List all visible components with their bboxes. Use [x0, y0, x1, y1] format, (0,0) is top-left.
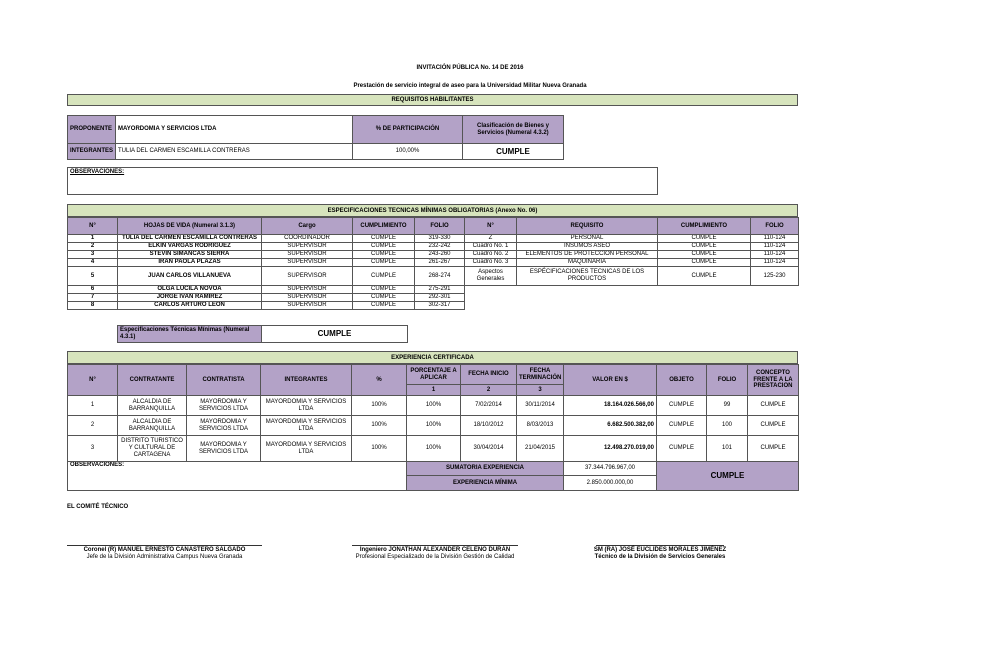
- valor: 18.164.026.566,00: [564, 396, 657, 416]
- firma-2: [330, 547, 540, 561]
- valor: 6.682.500.382,00: [564, 416, 657, 436]
- integrantes: MAYORDOMIA Y SERVICIOS LTDA: [261, 396, 352, 416]
- folio: 99: [707, 396, 748, 416]
- hoja-de-vida-row: [68, 235, 465, 243]
- porcentaje-aplicar: 100%: [407, 436, 461, 462]
- participacion-value: 100,00%: [353, 144, 463, 160]
- nombre: ELKIN VARGAS RODRIGUEZ: [118, 243, 262, 251]
- valor: 12.498.270.019,00: [564, 436, 657, 462]
- cargo: SUPERVISOR: [262, 302, 353, 310]
- firma-1: [57, 547, 272, 561]
- nombre: IRAN PAOLA PLAZAS: [118, 259, 262, 267]
- col-n: N°: [68, 218, 118, 235]
- folio: 268-274: [415, 267, 465, 286]
- row-number: 1: [68, 396, 118, 416]
- experiencia-row: [68, 416, 799, 436]
- row-number: Cuadro No. 1: [465, 243, 517, 251]
- porcentaje-participacion: 100%: [352, 396, 407, 416]
- col-pct: %: [352, 365, 407, 396]
- col-cumplimiento: CUMPLIMIENTO: [353, 218, 415, 235]
- folio: 110-124: [751, 243, 799, 251]
- experiencia-row: [68, 436, 799, 462]
- contratante: ALCALDIA DE BARRANQUILLA: [118, 416, 187, 436]
- row-number: 4: [68, 259, 118, 267]
- fecha-terminacion: 30/11/2014: [517, 396, 564, 416]
- row-number: 5: [68, 267, 118, 286]
- firma-2-cargo: Profesional Especializado de la División Gestión de Calidad: [355, 553, 515, 560]
- concepto: CUMPLE: [748, 396, 799, 416]
- requisito-row: [465, 243, 799, 251]
- cargo: SUPERVISOR: [262, 243, 353, 251]
- integrantes: MAYORDOMIA Y SERVICIOS LTDA: [261, 416, 352, 436]
- row-number: 6: [68, 286, 118, 294]
- col-cumplimiento: CUMPLIMIENTO: [658, 218, 751, 235]
- requisito: ELEMENTOS DE PROTECCION PERSONAL: [517, 251, 658, 259]
- proponente-value: MAYORDOMIA Y SERVICIOS LTDA: [116, 116, 353, 144]
- cumplimiento: CUMPLE: [658, 267, 751, 286]
- cargo: SUPERVISOR: [262, 267, 353, 286]
- row-number: 2: [68, 416, 118, 436]
- fecha-inicio: 7/02/2014: [461, 396, 517, 416]
- firma-3-cargo: Técnico de la División de Servicios Generales: [594, 553, 726, 560]
- row-number: Z: [465, 235, 517, 243]
- cumplimiento: CUMPLE: [658, 235, 751, 243]
- requisito-row: [465, 259, 799, 267]
- folio: 275-291: [415, 286, 465, 294]
- cargo: COORDINADOR: [262, 235, 353, 243]
- integrantes-value: TULIA DEL CARMEN ESCAMILLA CONTRERAS: [116, 144, 353, 160]
- folio: 243-260: [415, 251, 465, 259]
- folio: 110-124: [751, 259, 799, 267]
- folio: 232-242: [415, 243, 465, 251]
- fecha-inicio: 18/10/2012: [461, 416, 517, 436]
- folio: 101: [707, 436, 748, 462]
- contratista: MAYORDOMIA Y SERVICIOS LTDA: [187, 436, 261, 462]
- sumatoria-label: SUMATORIA EXPERIENCIA: [407, 462, 564, 476]
- col-folio: FOLIO: [415, 218, 465, 235]
- row-number: 3: [68, 251, 118, 259]
- sub-col-3: 3: [517, 385, 564, 396]
- hoja-de-vida-row: [68, 251, 465, 259]
- hoja-de-vida-row: [68, 267, 465, 286]
- col-valor: VALOR EN $: [564, 365, 657, 396]
- cumplimiento: CUMPLE: [353, 259, 415, 267]
- minima-label: EXPERIENCIA MÍNIMA: [407, 476, 564, 491]
- sub-col-2: 2: [461, 385, 517, 396]
- nombre: CARLOS ARTURO LEON: [118, 302, 262, 310]
- requisito-row: [465, 267, 799, 286]
- sumatoria-value: 37.344.796.967,00: [564, 462, 657, 476]
- requisito: MAQUINARIA: [517, 259, 658, 267]
- objeto: CUMPLE: [657, 396, 707, 416]
- fecha-inicio: 30/04/2014: [461, 436, 517, 462]
- col-folio: FOLIO: [751, 218, 799, 235]
- cargo: SUPERVISOR: [262, 294, 353, 302]
- participacion-label: % DE PARTICIPACIÓN: [353, 116, 463, 144]
- cumplimiento: CUMPLE: [353, 302, 415, 310]
- document-subtitle: Prestación de servicio integral de aseo para la Universidad Militar Nueva Granada: [353, 83, 587, 89]
- document-title: INVITACIÓN PÚBLICA No. 14 DE 2016: [416, 65, 524, 71]
- cumplimiento: CUMPLE: [353, 235, 415, 243]
- clasificacion-label: Clasificación de Bienes y Servicios (Numeral 4.3.2): [463, 116, 564, 144]
- col-fecha-inicio: FECHA INICIO: [461, 365, 517, 385]
- requisito: PERSONAL: [517, 235, 658, 243]
- firma-3-nombre: SM (RA) JOSÉ EUCLIDES MORALES JIMÉNEZ: [593, 547, 727, 553]
- contratante: ALCALDIA DE BARRANQUILLA: [118, 396, 187, 416]
- firma-1-nombre: Coronel (R) MANUEL ERNESTO CANASTERO SALGADO: [83, 547, 246, 553]
- observaciones-label: OBSERVACIONES:: [70, 169, 125, 175]
- nombre: JORGE IVAN RAMIREZ: [118, 294, 262, 302]
- contratista: MAYORDOMIA Y SERVICIOS LTDA: [187, 416, 261, 436]
- experiencia-row: [68, 396, 799, 416]
- row-number: 8: [68, 302, 118, 310]
- signature-line-2: [352, 545, 518, 546]
- col-n: N°: [68, 365, 118, 396]
- requisitos-header: REQUISITOS HABILITANTES: [67, 94, 798, 106]
- requisito: ESPÉCIFICACIONES TECNICAS DE LOS PRODUCTOS: [517, 267, 658, 286]
- folio: 261-267: [415, 259, 465, 267]
- objeto: CUMPLE: [657, 416, 707, 436]
- clasificacion-value: CUMPLE: [463, 144, 564, 160]
- col-objeto: OBJETO: [657, 365, 707, 396]
- fecha-terminacion: 8/03/2013: [517, 416, 564, 436]
- concepto: CUMPLE: [748, 416, 799, 436]
- concepto: CUMPLE: [748, 436, 799, 462]
- experiencia-header: EXPERIENCIA CERTIFICADA: [67, 351, 798, 364]
- folio: 292-301: [415, 294, 465, 302]
- especificaciones-summary: [117, 325, 408, 343]
- hojas-de-vida-table: [67, 217, 465, 310]
- requisito: INSUMOS ASEO: [517, 243, 658, 251]
- nombre: TULIA DEL CARMEN ESCAMILLA CONTRERAS: [118, 235, 262, 243]
- contratante: DISTRITO TURISTICO Y CULTURAL DE CARTAGENA: [118, 436, 187, 462]
- col-cargo: Cargo: [262, 218, 353, 235]
- col-fecha-terminacion: FECHA TERMINACIÓN: [517, 365, 564, 385]
- integrantes: MAYORDOMIA Y SERVICIOS LTDA: [261, 436, 352, 462]
- hoja-de-vida-row: [68, 302, 465, 310]
- requisitos-table: [67, 115, 564, 160]
- porcentaje-participacion: 100%: [352, 416, 407, 436]
- cumplimiento: CUMPLE: [658, 259, 751, 267]
- hoja-de-vida-row: [68, 243, 465, 251]
- row-number: Cuadro No. 3: [465, 259, 517, 267]
- folio: 125-230: [751, 267, 799, 286]
- row-number: 1: [68, 235, 118, 243]
- cumplimiento: CUMPLE: [658, 243, 751, 251]
- objeto: CUMPLE: [657, 436, 707, 462]
- experiencia-table: [67, 364, 799, 491]
- firma-2-nombre: Ingeniero JONATHAN ALEXANDER CELENO DURÁN: [359, 547, 511, 553]
- col-concepto: CONCEPTO FRENTE A LA PRESTACION: [748, 365, 799, 396]
- fecha-terminacion: 21/04/2015: [517, 436, 564, 462]
- nombre: STEVIN SIMANCAS SIERRA: [118, 251, 262, 259]
- row-number: Cuadro No. 2: [465, 251, 517, 259]
- requisito-row: [465, 251, 799, 259]
- hoja-de-vida-row: [68, 286, 465, 294]
- row-number: 3: [68, 436, 118, 462]
- folio: 302-317: [415, 302, 465, 310]
- porcentaje-participacion: 100%: [352, 436, 407, 462]
- experiencia-resultado: CUMPLE: [657, 462, 799, 491]
- porcentaje-aplicar: 100%: [407, 396, 461, 416]
- comite-tecnico-label: EL COMITÉ TÉCNICO: [67, 504, 129, 510]
- col-porcentaje: PORCENTAJE A APLICAR: [407, 365, 461, 385]
- row-number: 7: [68, 294, 118, 302]
- col-hojas-de-vida: HOJAS DE VIDA (Numeral 3.1.3): [118, 218, 262, 235]
- proponente-label: PROPONENTE: [68, 116, 116, 144]
- especificaciones-header: ESPECIFICACIONES TECNICAS MÍNIMAS OBLIGATORIAS (Anexo No. 06): [67, 204, 798, 217]
- cumplimiento: CUMPLE: [658, 251, 751, 259]
- col-contratante: CONTRATANTE: [118, 365, 187, 396]
- row-number: Aspectos Generales: [465, 267, 517, 286]
- observaciones-box: [67, 167, 658, 195]
- requisitos-tecnicos-table: [464, 217, 799, 286]
- col-folio: FOLIO: [707, 365, 748, 396]
- firma-1-cargo: Jefe de la División Administrativa Campus Nueva Granada: [86, 553, 243, 560]
- col-requisito: REQUISITO: [517, 218, 658, 235]
- col-n: N°: [465, 218, 517, 235]
- cargo: SUPERVISOR: [262, 251, 353, 259]
- folio: 110-124: [751, 235, 799, 243]
- cumplimiento: CUMPLE: [353, 267, 415, 286]
- folio: 110-124: [751, 251, 799, 259]
- col-contratista: CONTRATISTA: [187, 365, 261, 396]
- sub-col-1: 1: [407, 385, 461, 396]
- minima-value: 2.850.000.000,00: [564, 476, 657, 491]
- requisito-row: [465, 235, 799, 243]
- cargo: SUPERVISOR: [262, 259, 353, 267]
- experiencia-observaciones: OBSERVACIONES:: [68, 462, 407, 491]
- firma-3: [560, 547, 760, 561]
- contratista: MAYORDOMIA Y SERVICIOS LTDA: [187, 396, 261, 416]
- cumplimiento: CUMPLE: [353, 294, 415, 302]
- nombre: JUAN CARLOS VILLANUEVA: [118, 267, 262, 286]
- signature-line-1: [67, 545, 262, 546]
- nombre: OLGA LUCILA NOVOA: [118, 286, 262, 294]
- cargo: SUPERVISOR: [262, 286, 353, 294]
- porcentaje-aplicar: 100%: [407, 416, 461, 436]
- col-integrantes: INTEGRANTES: [261, 365, 352, 396]
- cumplimiento: CUMPLE: [353, 251, 415, 259]
- folio: 100: [707, 416, 748, 436]
- summary-label: Especificaciones Técnicas Mínimas (Numeral 4.3.1): [118, 326, 262, 343]
- summary-value: CUMPLE: [262, 326, 408, 343]
- cumplimiento: CUMPLE: [353, 243, 415, 251]
- cumplimiento: CUMPLE: [353, 286, 415, 294]
- hoja-de-vida-row: [68, 259, 465, 267]
- integrantes-label: INTEGRANTES: [68, 144, 116, 160]
- hoja-de-vida-row: [68, 294, 465, 302]
- signature-line-3: [596, 545, 724, 546]
- row-number: 2: [68, 243, 118, 251]
- folio: 319-330: [415, 235, 465, 243]
